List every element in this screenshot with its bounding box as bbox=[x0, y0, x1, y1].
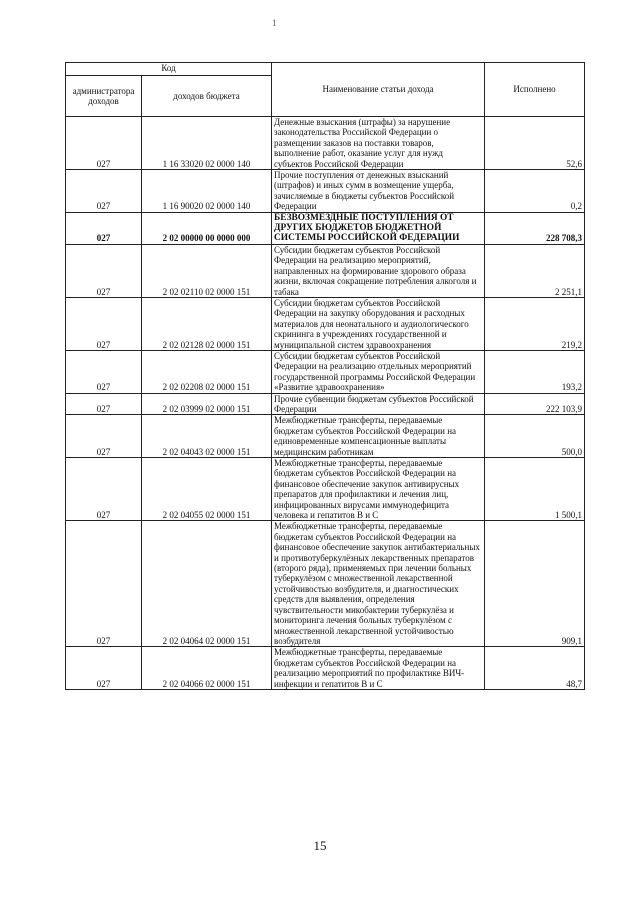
header-executed: Исполнено bbox=[485, 63, 585, 117]
executed-value-cell: 52,6 bbox=[485, 117, 585, 170]
table-row bbox=[66, 521, 585, 647]
admin-code-cell: 027 bbox=[66, 170, 142, 213]
admin-code-cell: 027 bbox=[66, 212, 142, 244]
executed-value-cell: 219,2 bbox=[485, 297, 585, 350]
income-code-cell: 2 02 04066 02 0000 151 bbox=[142, 647, 272, 690]
admin-code-cell: 027 bbox=[66, 521, 142, 647]
income-name-cell: Межбюджетные трансферты, передаваемые бюджетам субъектов Российской Федерации на финансовое обеспечение закупок антивирусных препаратов для профилактики и лечения лиц, инфицированных вирусами иммунодефицита человека и гепатитов В и С bbox=[272, 458, 485, 521]
income-code-cell: 2 02 02110 02 0000 151 bbox=[142, 244, 272, 297]
income-code-cell: 2 02 02128 02 0000 151 bbox=[142, 297, 272, 350]
admin-code-cell: 027 bbox=[66, 244, 142, 297]
header-admin: администратора доходов bbox=[66, 76, 142, 117]
table-row bbox=[66, 415, 585, 458]
income-name-cell: Прочие поступления от денежных взысканий (штрафов) и иных сумм в возмещение ущерба, зачисляемые в бюджеты субъектов Российской Федерации bbox=[272, 170, 485, 213]
executed-value-cell: 1 500,1 bbox=[485, 458, 585, 521]
budget-table bbox=[65, 62, 585, 690]
income-name-cell: Межбюджетные трансферты, передаваемые бюджетам субъектов Российской Федерации на финансовое обеспечение закупок антибактериальных и противотуберкулёзных лекарственных препаратов (второго ряда), применяемых при лечении больных туберкулёзом с множественной лекарственной устойчивостью возбудителя, и диагностических средств для выявления, определения чувствительности микобактерии туберкулёза и мониторинга лечения больных туберкулёзом с множественной лекарственной устойчивостью возбудителя bbox=[272, 521, 485, 647]
executed-value-cell: 222 103,9 bbox=[485, 393, 585, 415]
executed-value-cell: 500,0 bbox=[485, 415, 585, 458]
top-mark: 1 bbox=[272, 18, 277, 28]
income-name-cell: Субсидии бюджетам субъектов Российской Федерации на реализацию мероприятий, направленных на формирование здорового образа жизни, включая сокращение потребления алкоголя и табака bbox=[272, 244, 485, 297]
income-name-cell: Субсидии бюджетам субъектов Российской Федерации на закупку оборудования и расходных материалов для неонатального и аудиологического скрининга в учреждениях государственной и муниципальной систем здравоохранения bbox=[272, 297, 485, 350]
table-row bbox=[66, 117, 585, 170]
header-name: Наименование статьи дохода bbox=[272, 63, 485, 117]
admin-code-cell: 027 bbox=[66, 647, 142, 690]
executed-value-cell: 0,2 bbox=[485, 170, 585, 213]
header-code: Код bbox=[66, 63, 272, 76]
executed-value-cell: 228 708,3 bbox=[485, 212, 585, 244]
executed-value-cell: 48,7 bbox=[485, 647, 585, 690]
income-name-cell: Межбюджетные трансферты, передаваемые бюджетам субъектов Российской Федерации на единовременные компенсационные выплаты медицинским работникам bbox=[272, 415, 485, 458]
table-row bbox=[66, 393, 585, 415]
income-code-cell: 1 16 33020 02 0000 140 bbox=[142, 117, 272, 170]
executed-value-cell: 193,2 bbox=[485, 350, 585, 393]
table-row bbox=[66, 170, 585, 213]
admin-code-cell: 027 bbox=[66, 350, 142, 393]
header-income-code: доходов бюджета bbox=[142, 76, 272, 117]
table-row bbox=[66, 212, 585, 244]
income-code-cell: 2 02 02208 02 0000 151 bbox=[142, 350, 272, 393]
table-row bbox=[66, 647, 585, 690]
table-body bbox=[66, 117, 585, 690]
table-row bbox=[66, 297, 585, 350]
income-code-cell: 2 02 00000 00 0000 000 bbox=[142, 212, 272, 244]
income-code-cell: 2 02 04055 02 0000 151 bbox=[142, 458, 272, 521]
income-name-cell: Межбюджетные трансферты, передаваемые бюджетам субъектов Российской Федерации на реализацию мероприятий по профилактике ВИЧ-инфекции и гепатитов В и С bbox=[272, 647, 485, 690]
executed-value-cell: 909,1 bbox=[485, 521, 585, 647]
income-code-cell: 1 16 90020 02 0000 140 bbox=[142, 170, 272, 213]
table-row bbox=[66, 350, 585, 393]
admin-code-cell: 027 bbox=[66, 117, 142, 170]
income-code-cell: 2 02 04064 02 0000 151 bbox=[142, 521, 272, 647]
income-code-cell: 2 02 04043 02 0000 151 bbox=[142, 415, 272, 458]
table-row bbox=[66, 458, 585, 521]
income-name-cell: Субсидии бюджетам субъектов Российской Федерации на реализацию отдельных мероприятий государственной программы Российской Федерации «Развитие здравоохранения» bbox=[272, 350, 485, 393]
income-code-cell: 2 02 03999 02 0000 151 bbox=[142, 393, 272, 415]
table-row bbox=[66, 244, 585, 297]
income-name-cell: Денежные взыскания (штрафы) за нарушение законодательства Российской Федерации о размещении заказов на поставки товаров, выполнение работ, оказание услуг для нужд субъектов Российской Федерации bbox=[272, 117, 485, 170]
admin-code-cell: 027 bbox=[66, 297, 142, 350]
admin-code-cell: 027 bbox=[66, 393, 142, 415]
page-number: 15 bbox=[313, 838, 327, 853]
income-name-cell: БЕЗВОЗМЕЗДНЫЕ ПОСТУПЛЕНИЯ ОТ ДРУГИХ БЮДЖЕТОВ БЮДЖЕТНОЙ СИСТЕМЫ РОССИЙСКОЙ ФЕДЕРАЦИИ bbox=[272, 212, 485, 244]
admin-code-cell: 027 bbox=[66, 458, 142, 521]
executed-value-cell: 2 251,1 bbox=[485, 244, 585, 297]
income-name-cell: Прочие субвенции бюджетам субъектов Российской Федерации bbox=[272, 393, 485, 415]
admin-code-cell: 027 bbox=[66, 415, 142, 458]
